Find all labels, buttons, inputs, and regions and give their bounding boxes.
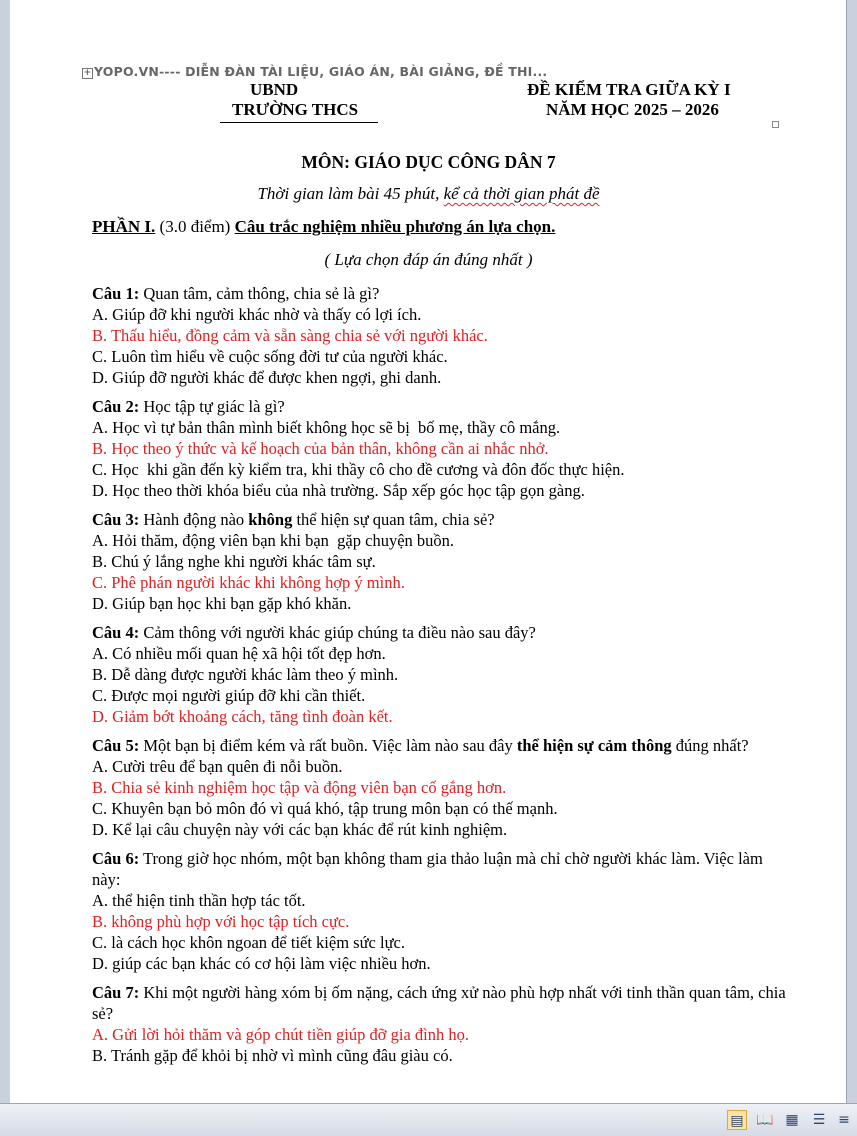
question-text: Cảm thông với người khác giúp chúng ta điều nào sau đây?: [139, 623, 536, 642]
question-2: [92, 396, 792, 501]
question-text: Một bạn bị điểm kém và rất buồn. Việc làm nào sau đây: [139, 736, 517, 755]
option-a: A. Cười trêu để bạn quên đi nỗi buồn.: [92, 757, 343, 776]
option-b-correct: B. Học theo ý thức và kế hoạch của bản thân, không cần ai nhắc nhở.: [92, 439, 549, 458]
question-list: [92, 283, 792, 1074]
question-label: Câu 2:: [92, 397, 140, 416]
option-c: C. Khuyên bạn bỏ môn đó vì quá khó, tập trung môn bạn có thế mạnh.: [92, 799, 558, 818]
question-5: [92, 735, 792, 840]
question-label: Câu 7:: [92, 983, 140, 1002]
option-d: D. Học theo thời khóa biểu của nhà trường. Sắp xếp góc học tập gọn gàng.: [92, 481, 585, 500]
option-d: D. Giúp bạn học khi bạn gặp khó khăn.: [92, 594, 352, 613]
option-c: C. Được mọi người giúp đỡ khi cần thiết.: [92, 686, 366, 705]
full-screen-reading-icon[interactable]: 📖: [756, 1112, 774, 1128]
web-layout-icon[interactable]: ▦: [785, 1112, 799, 1128]
watermark: [82, 64, 547, 79]
question-text: Trong giờ học nhóm, một bạn không tham gia thảo luận mà chỉ chờ người khác làm. Việc làm này:: [92, 849, 767, 889]
option-d: D. Giúp đỡ người khác để được khen ngợi, ghi danh.: [92, 368, 442, 387]
part-heading: [92, 217, 555, 237]
watermark-text: YOPO.VN---- DIỄN ĐÀN TÀI LIỆU, GIÁO ÁN, BÀI GIẢNG, ĐỀ THI...: [94, 64, 548, 79]
status-bar: [0, 1103, 857, 1136]
option-b-correct: B. không phù hợp với học tập tích cực.: [92, 912, 350, 931]
question-label: Câu 5:: [92, 736, 140, 755]
left-scroll-track[interactable]: [0, 0, 10, 1104]
part-title: Câu trắc nghiệm nhiều phương án lựa chọn.: [234, 217, 556, 236]
part-points: (3.0 điểm): [155, 217, 235, 236]
vertical-scrollbar[interactable]: [846, 0, 857, 1104]
option-a: A. Có nhiều mối quan hệ xã hội tốt đẹp hơn.: [92, 644, 386, 663]
question-text: Hành động nào: [139, 510, 249, 529]
print-layout-icon[interactable]: ▤: [727, 1110, 747, 1130]
option-d: D. giúp các bạn khác có cơ hội làm việc nhiều hơn.: [92, 954, 431, 973]
time-note-spellcheck: kể cả thời gian phát đề: [443, 184, 600, 203]
option-a: A. Giúp đỡ khi người khác nhờ và thấy có lợi ích.: [92, 305, 422, 324]
option-b-correct: B. Thấu hiểu, đồng cảm và sẵn sàng chia sẻ với người khác.: [92, 326, 488, 345]
option-d-correct: D. Giảm bớt khoảng cách, tăng tình đoàn kết.: [92, 707, 393, 726]
option-a: A. Hỏi thăm, động viên bạn khi bạn gặp chuyện buồn.: [92, 531, 455, 550]
option-b: B. Dễ dàng được người khác làm theo ý mình.: [92, 665, 399, 684]
header-ubnd: UBND: [250, 80, 299, 99]
question-7: [92, 982, 792, 1066]
option-a: A. thể hiện tinh thần hợp tác tốt.: [92, 891, 306, 910]
table-move-handle-icon[interactable]: +: [83, 68, 92, 78]
option-b-correct: B. Chia sẻ kinh nghiệm học tập và động viên bạn cố gắng hơn.: [92, 778, 507, 797]
question-3: [92, 509, 792, 614]
question-keyword: không: [248, 510, 293, 529]
draft-icon[interactable]: ≡: [838, 1112, 850, 1128]
option-a-correct: A. Gửi lời hỏi thăm và góp chút tiền giúp đỡ gia đình họ.: [92, 1025, 469, 1044]
time-note: [10, 184, 847, 204]
question-label: Câu 4:: [92, 623, 140, 642]
header-exam-title: ĐỀ KIỂM TRA GIỮA KỲ I: [527, 80, 731, 99]
question-text: Khi một người hàng xóm bị ốm nặng, cách ứng xử nào phù hợp nhất với tinh thần quan tâm, chia sẻ?: [92, 983, 790, 1023]
instruction: ( Lựa chọn đáp án đúng nhất ): [324, 250, 533, 269]
time-note-text: Thời gian làm bài 45 phút,: [257, 184, 444, 203]
question-keyword: thể hiện sự cảm thông: [516, 736, 672, 755]
question-text-end: thể hiện sự quan tâm, chia sẻ?: [292, 510, 495, 529]
option-c: C. Học khi gần đến kỳ kiểm tra, khi thầy cô cho đề cương và đôn đốc thực hiện.: [92, 460, 625, 479]
question-1: [92, 283, 792, 388]
question-label: Câu 1:: [92, 284, 140, 303]
question-4: [92, 622, 792, 727]
table-resize-handle[interactable]: [772, 121, 779, 128]
outline-icon[interactable]: ☰: [812, 1112, 826, 1128]
option-b: B. Tránh gặp để khỏi bị nhờ vì mình cũng đâu giàu có.: [92, 1046, 453, 1065]
document-page: [10, 0, 847, 1104]
option-d: D. Kể lại câu chuyện này với các bạn khác để rút kinh nghiệm.: [92, 820, 508, 839]
question-label: Câu 3:: [92, 510, 140, 529]
question-label: Câu 6:: [92, 849, 140, 868]
option-c-correct: C. Phê phán người khác khi không hợp ý mình.: [92, 573, 405, 592]
option-b: B. Chú ý lắng nghe khi người khác tâm sự.: [92, 552, 376, 571]
option-a: A. Học vì tự bản thân mình biết không học sẽ bị bố mẹ, thầy cô mắng.: [92, 418, 561, 437]
option-c: C. là cách học khôn ngoan để tiết kiệm sức lực.: [92, 933, 405, 952]
header-underline: [220, 122, 378, 123]
question-text-end: đúng nhất?: [671, 736, 749, 755]
part-label: PHẦN I.: [92, 217, 156, 236]
question-6: [92, 848, 792, 974]
subject-title: MÔN: GIÁO DỤC CÔNG DÂN 7: [301, 152, 556, 172]
header-school: TRƯỜNG THCS: [232, 100, 359, 119]
question-text: Học tập tự giác là gì?: [139, 397, 285, 416]
question-text: Quan tâm, cảm thông, chia sẻ là gì?: [139, 284, 380, 303]
header-school-year: NĂM HỌC 2025 – 2026: [546, 100, 719, 119]
option-c: C. Luôn tìm hiểu về cuộc sống đời tư của người khác.: [92, 347, 448, 366]
